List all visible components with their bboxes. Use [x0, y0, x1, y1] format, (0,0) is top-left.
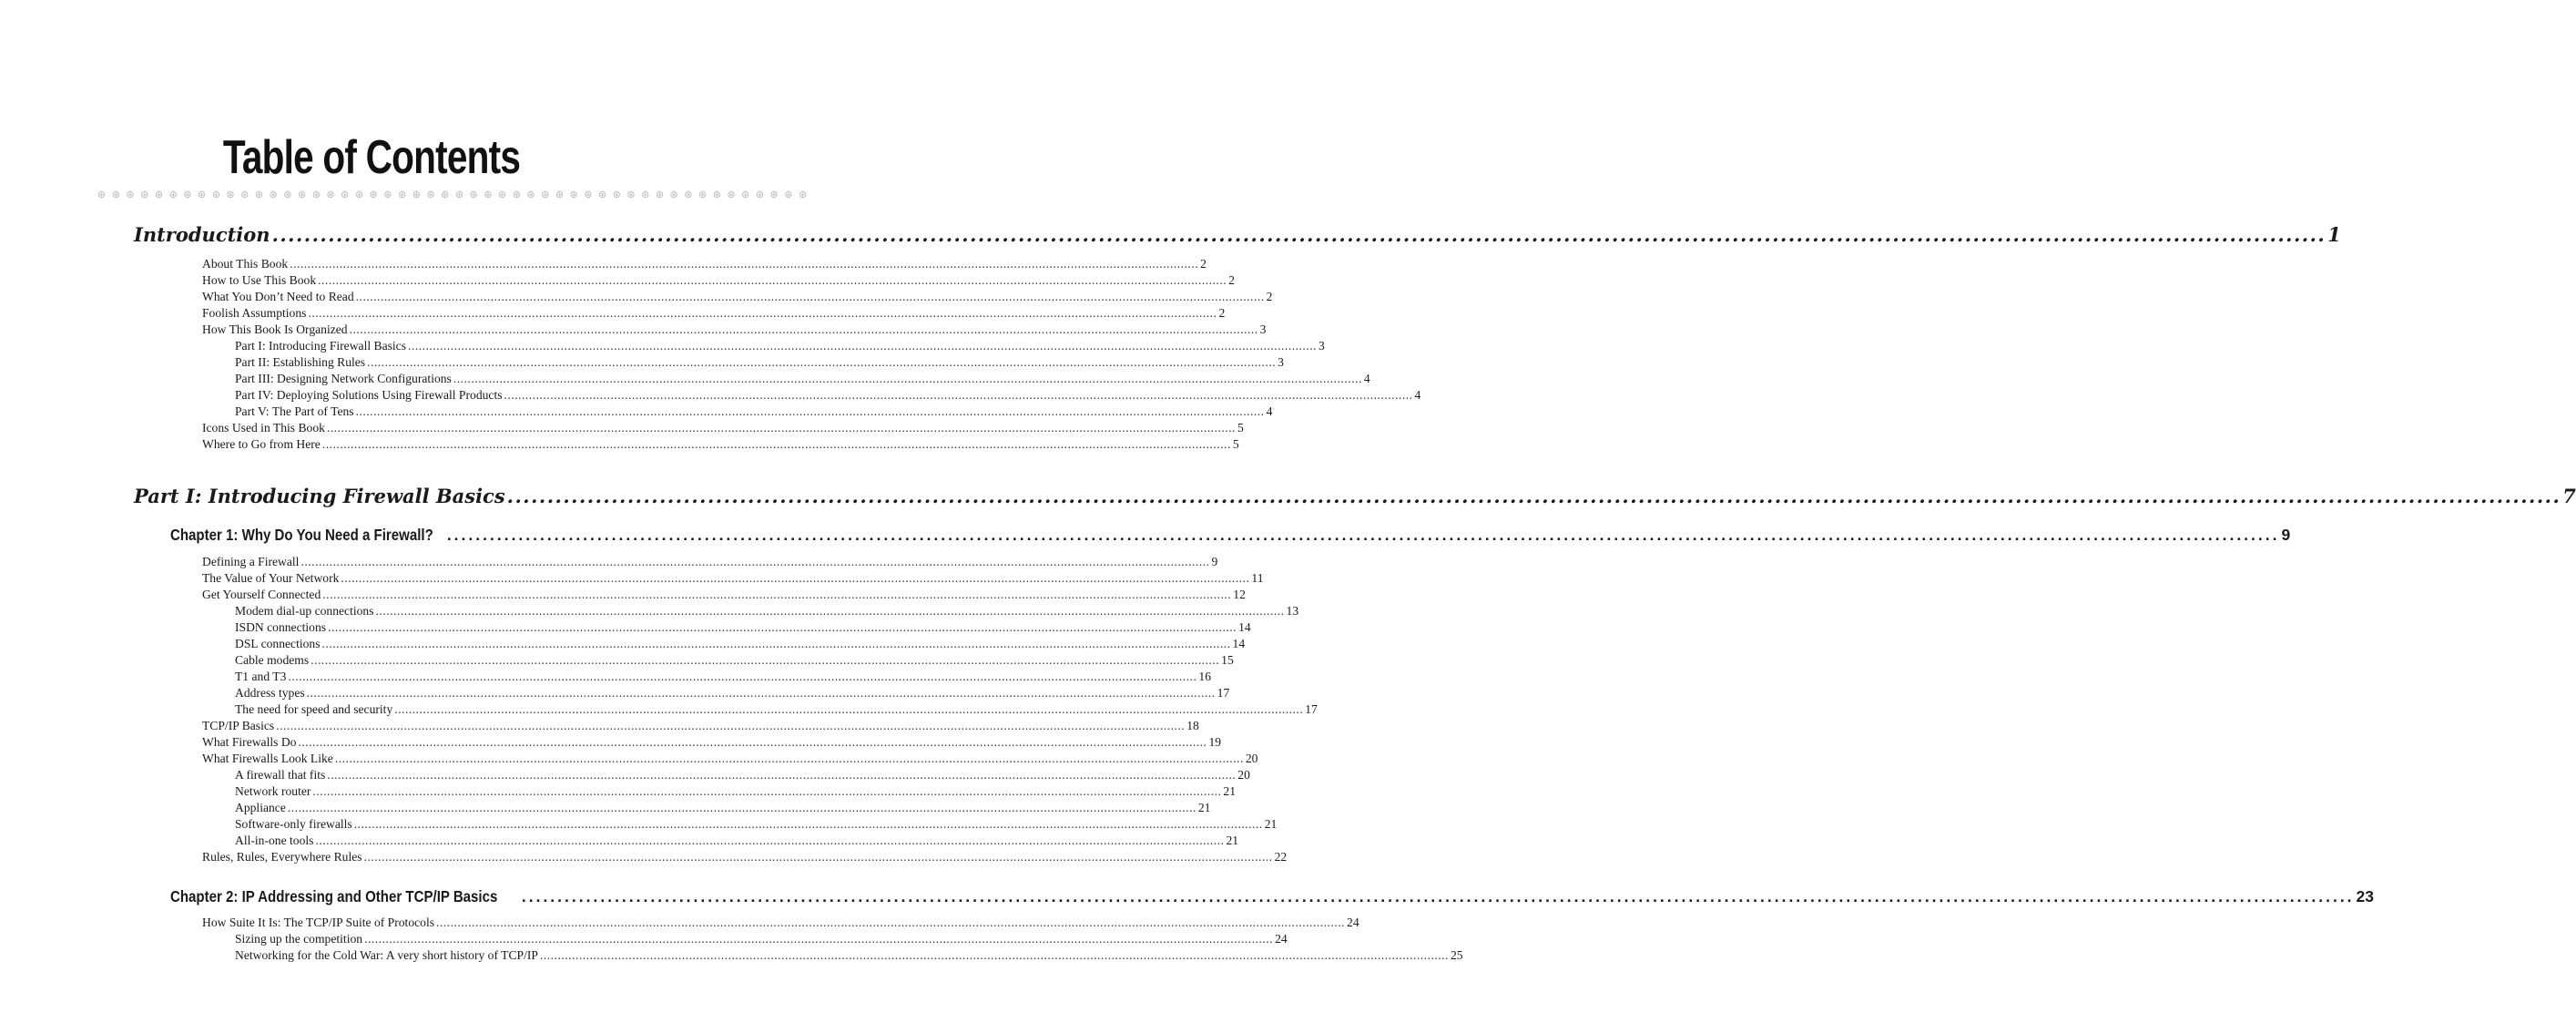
dot-leader: [298, 735, 1207, 750]
entry-title: T1 and T3: [235, 670, 287, 683]
page-number: 3: [1259, 322, 1267, 336]
page-number: 2: [1228, 273, 1235, 287]
dot-leader: [394, 702, 1303, 717]
dot-leader: [276, 719, 1185, 733]
page-number: 2: [1266, 290, 1273, 303]
dot-leader: [367, 355, 1276, 370]
page-number: 14: [1238, 620, 1251, 634]
toc-entry[interactable]: [202, 850, 1288, 866]
dot-leader: [504, 388, 1413, 403]
toc-subentry[interactable]: [235, 801, 1211, 817]
toc-subentry[interactable]: [235, 404, 1273, 421]
dot-leader: [315, 834, 1224, 848]
dot-leader: [290, 257, 1198, 271]
toc-entry[interactable]: [202, 719, 1199, 735]
page-number: 16: [1198, 670, 1211, 683]
entry-title: Appliance: [235, 801, 286, 814]
dot-leader: [312, 784, 1221, 799]
entry-title: Sizing up the competition: [235, 932, 363, 946]
entry-title: Part II: Establishing Rules: [235, 355, 366, 369]
entry-title: The Value of Your Network: [202, 571, 340, 585]
dot-leader: [540, 948, 1449, 963]
dot-leader: [341, 571, 1249, 586]
page-number: 21: [1226, 834, 1239, 847]
dot-leader: [328, 620, 1237, 635]
page-number: 9: [1211, 555, 1218, 568]
page-number: 20: [1245, 752, 1258, 765]
toc-subentry[interactable]: [235, 670, 1211, 686]
page-number: 13: [1286, 604, 1299, 618]
dot-leader: [507, 485, 2561, 507]
toc-subentry[interactable]: [235, 768, 1250, 784]
page-number: 12: [1233, 588, 1246, 601]
toc-entry[interactable]: [202, 571, 1264, 588]
toc-entry[interactable]: [202, 322, 1267, 339]
page-number: 4: [1363, 372, 1370, 385]
entry-title: A firewall that fits: [235, 768, 326, 782]
page-number: 17: [1305, 702, 1318, 716]
entry-title: What Firewalls Look Like: [202, 752, 333, 765]
toc-entry[interactable]: [202, 273, 1235, 290]
page-number: 19: [1208, 735, 1222, 749]
page-number: 21: [1264, 817, 1278, 831]
entry-title: Foolish Assumptions: [202, 306, 307, 320]
page-number: 2: [1200, 257, 1207, 271]
toc-subentry[interactable]: [235, 372, 1370, 388]
part-title: Part I: Introducing Firewall Basics: [134, 485, 505, 507]
entry-title: Rules, Rules, Everywhere Rules: [202, 850, 362, 864]
entry-title: Part IV: Deploying Solutions Using Firewall Products: [235, 388, 503, 402]
toc-subentry[interactable]: [235, 604, 1299, 620]
page-number: 4: [1266, 404, 1273, 418]
toc-subentry[interactable]: [235, 653, 1234, 670]
dot-leader: [408, 339, 1317, 353]
toc-part-introduction[interactable]: [134, 223, 2341, 254]
entry-title: TCP/IP Basics: [202, 719, 275, 732]
dot-leader: [354, 817, 1263, 832]
dot-leader: [356, 290, 1265, 304]
page-number: 24: [1275, 932, 1288, 946]
dot-leader: [311, 653, 1219, 668]
page-number: 9: [2281, 526, 2291, 544]
dot-leader: [322, 637, 1231, 651]
dot-leader: [322, 588, 1231, 602]
entry-title: Part I: Introducing Firewall Basics: [235, 339, 407, 353]
entry-title: How to Use This Book: [202, 273, 317, 287]
dot-leader: [364, 932, 1273, 946]
entry-title: What Firewalls Do: [202, 735, 297, 749]
dot-leader: [318, 273, 1227, 288]
entry-title: Address types: [235, 686, 305, 700]
page-number: 17: [1217, 686, 1230, 700]
toc-chapter-1[interactable]: [170, 526, 2291, 549]
page-number: 21: [1223, 784, 1237, 798]
entry-title: Software-only firewalls: [235, 817, 352, 831]
toc-entry[interactable]: [202, 437, 1239, 454]
entry-title: DSL connections: [235, 637, 321, 650]
dot-leader: [327, 768, 1236, 783]
toc-subentry[interactable]: [235, 932, 1288, 948]
chapter-title: Chapter 1: Why Do You Need a Firewall?: [170, 526, 433, 544]
toc-entry[interactable]: [202, 752, 1258, 768]
page-title: Table of Contents: [222, 131, 521, 184]
toc-subentry[interactable]: [235, 784, 1237, 801]
toc-part-1[interactable]: [134, 485, 2576, 516]
page-number: 5: [1237, 421, 1244, 435]
toc-subentry[interactable]: [235, 620, 1251, 637]
dot-leader: [322, 437, 1231, 452]
toc-entry[interactable]: [202, 555, 1218, 571]
page-number: 11: [1251, 571, 1264, 585]
toc-entry[interactable]: [202, 257, 1207, 273]
dot-leader: [288, 670, 1196, 684]
dot-leader: [350, 322, 1258, 337]
toc-subentry[interactable]: [235, 702, 1318, 719]
page-number: 20: [1237, 768, 1250, 782]
page-number: 4: [1414, 388, 1421, 402]
dot-leader: [272, 223, 2327, 246]
page-number: 15: [1221, 653, 1234, 667]
toc-subentry[interactable]: [235, 355, 1284, 372]
page-number: 14: [1232, 637, 1246, 650]
toc-subentry[interactable]: [235, 339, 1325, 355]
toc-chapter-2[interactable]: [170, 887, 2375, 911]
toc-entry[interactable]: [202, 735, 1222, 752]
decorative-dot-divider: ⊛ ⊛ ⊛ ⊛ ⊛ ⊛ ⊛ ⊛ ⊛ ⊛ ⊛ ⊛ ⊛ ⊛ ⊛ ⊛ ⊛ ⊛ ⊛ ⊛ ⊛ ⊛ ⊛ ⊛ ⊛ ⊛ ⊛ ⊛ ⊛ ⊛ ⊛ ⊛ ⊛ ⊛ ⊛ ⊛ ⊛ ⊛ ⊛ ⊛ ⊛ ⊛ ⊛ ⊛ ⊛ ⊛ ⊛ ⊛ ⊛ ⊛: [97, 189, 809, 200]
dot-leader: [447, 526, 2280, 545]
page-number: 7: [2562, 485, 2576, 507]
toc-entry[interactable]: [202, 306, 1226, 322]
entry-title: Where to Go from Here: [202, 437, 321, 451]
part-title: Introduction: [134, 223, 270, 246]
chapter-title: Chapter 2: IP Addressing and Other TCP/IP Basics: [170, 887, 498, 905]
toc-subentry[interactable]: [235, 686, 1230, 702]
dot-leader: [335, 752, 1244, 766]
entry-title: What You Don’t Need to Read: [202, 290, 354, 303]
page-number: 5: [1232, 437, 1239, 451]
toc-subentry[interactable]: [235, 834, 1239, 850]
toc-entry[interactable]: [202, 916, 1359, 932]
entry-title: Network router: [235, 784, 311, 798]
entry-title: Defining a Firewall: [202, 555, 300, 568]
entry-title: About This Book: [202, 257, 289, 271]
dot-leader: [436, 916, 1345, 930]
dot-leader: [376, 604, 1285, 619]
page-number: 21: [1197, 801, 1211, 814]
entry-title: Cable modems: [235, 653, 310, 667]
entry-title: Networking for the Cold War: A very short history of TCP/IP: [235, 948, 538, 962]
toc-subentry[interactable]: [235, 948, 1463, 965]
toc-entry[interactable]: [202, 290, 1273, 306]
toc-subentry[interactable]: [235, 817, 1278, 834]
page-number: 3: [1319, 339, 1325, 353]
page-number: 2: [1218, 306, 1226, 320]
entry-title: ISDN connections: [235, 620, 327, 634]
page-number: 1: [2327, 223, 2341, 246]
toc-entry[interactable]: [202, 421, 1244, 437]
dot-leader: [327, 421, 1236, 435]
page-number: 22: [1274, 850, 1288, 864]
dot-leader: [288, 801, 1196, 815]
entry-title: How This Book Is Organized: [202, 322, 348, 336]
page-number: 3: [1278, 355, 1284, 369]
dot-leader: [453, 372, 1362, 386]
entry-title: Icons Used in This Book: [202, 421, 325, 435]
page-number: 25: [1450, 948, 1463, 962]
page-number: 18: [1186, 719, 1199, 732]
page-number: 24: [1347, 916, 1359, 929]
entry-title: Get Yourself Connected: [202, 588, 321, 601]
entry-title: Modem dial-up connections: [235, 604, 374, 618]
dot-leader: [308, 306, 1217, 321]
entry-title: Part III: Designing Network Configurations: [235, 372, 452, 385]
entry-title: How Suite It Is: The TCP/IP Suite of Protocols: [202, 916, 435, 929]
entry-title: The need for speed and security: [235, 702, 393, 716]
toc-subentry[interactable]: [235, 637, 1246, 653]
toc-subentry[interactable]: [235, 388, 1421, 404]
page-number: 23: [2356, 887, 2375, 905]
entry-title: Part V: The Part of Tens: [235, 404, 354, 418]
dot-leader: [300, 555, 1209, 569]
toc-entry[interactable]: [202, 588, 1246, 604]
entry-title: All-in-one tools: [235, 834, 314, 847]
dot-leader: [522, 887, 2355, 906]
dot-leader: [307, 686, 1216, 701]
dot-leader: [364, 850, 1273, 864]
dot-leader: [356, 404, 1265, 419]
